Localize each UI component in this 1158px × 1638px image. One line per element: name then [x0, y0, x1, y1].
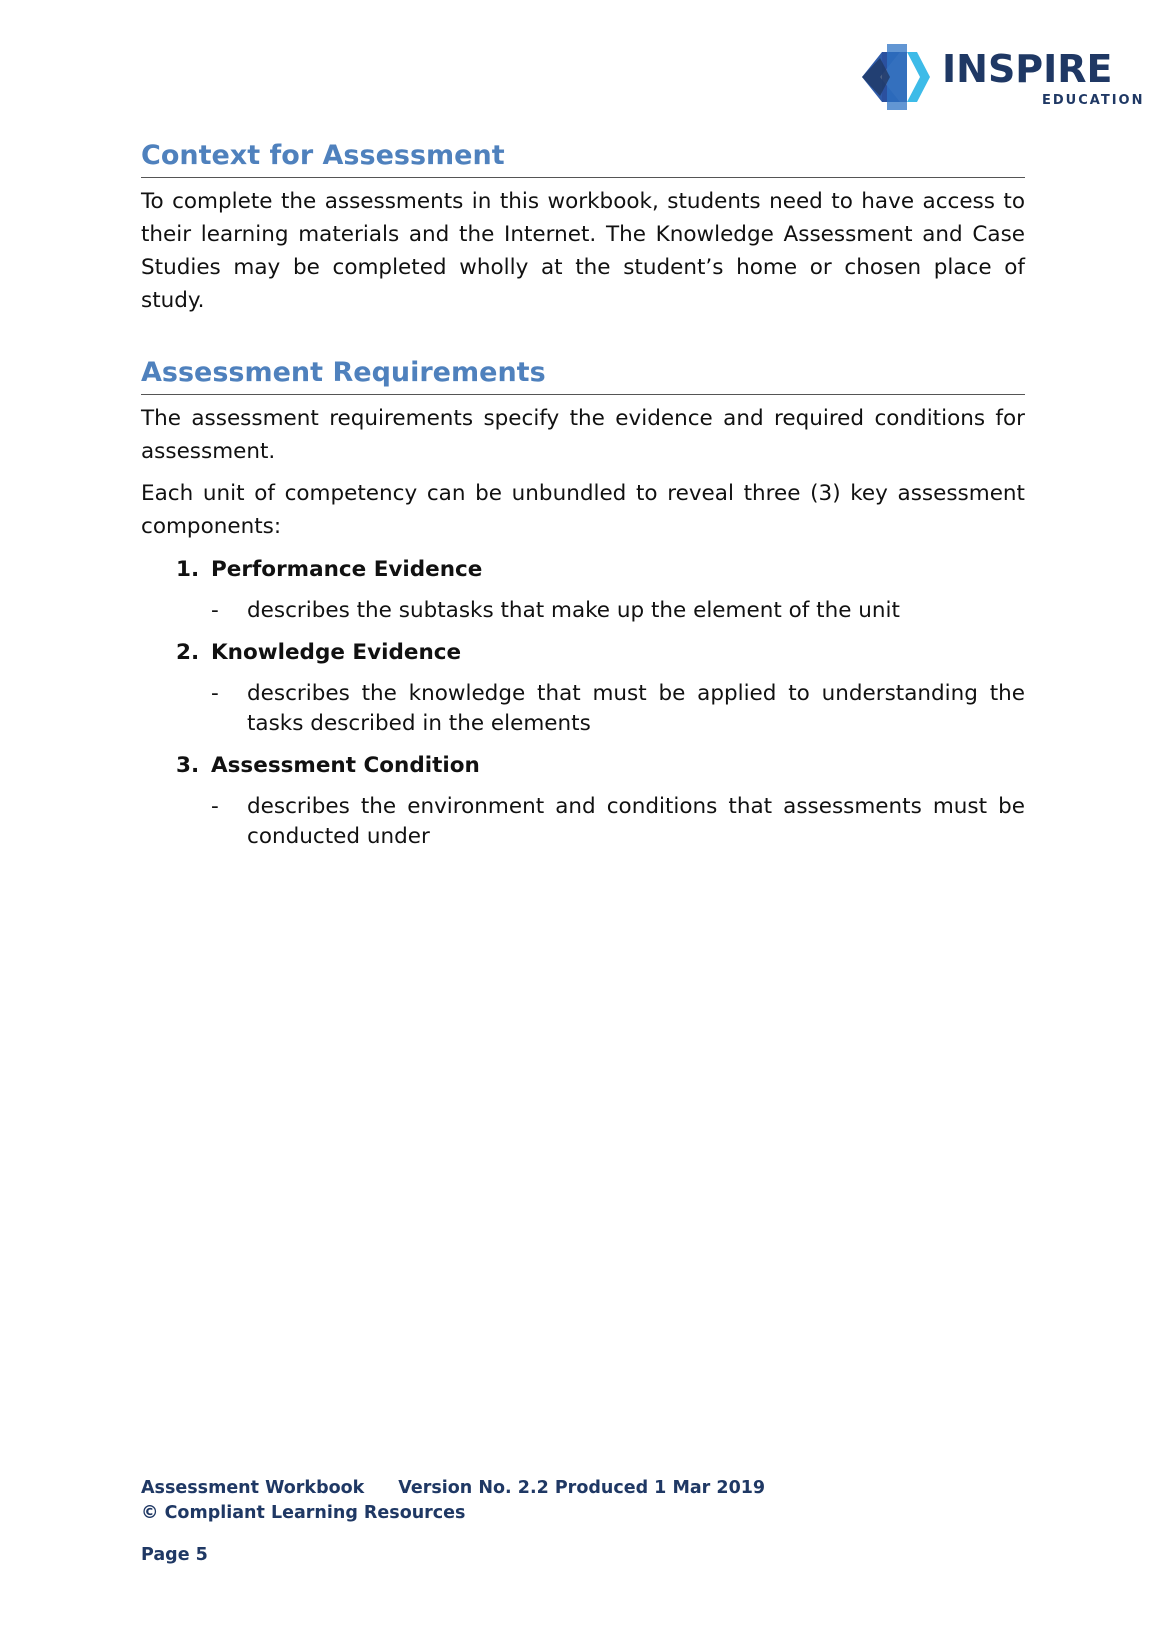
list-item-description: describes the environment and conditions that assessments must be conducted under [247, 794, 1025, 849]
inspire-education-logo [862, 44, 1145, 114]
requirements-heading: Assessment Requirements [141, 355, 1025, 395]
list-item-number: 1. [176, 557, 200, 582]
list-dash: - [211, 794, 219, 819]
list-item-description: describes the knowledge that must be applied to understanding the tasks described in the elements [247, 681, 1025, 736]
list-item [141, 749, 1025, 852]
list-dash: - [211, 681, 219, 706]
logo-mark-icon [862, 44, 1145, 114]
requirements-paragraph-2: Each unit of competency can be unbundled to reveal three (3) key assessment components: [141, 481, 1025, 539]
list-item-number: 3. [176, 753, 200, 778]
components-list [141, 553, 1025, 852]
footer-copyright: © Compliant Learning Resources [141, 1503, 466, 1523]
logo-brand-text: INSPIRE [942, 47, 1113, 91]
context-paragraph: To complete the assessments in this workbook, students need to have access to their learning materials and the Internet. The Knowledge Assessment and Case Studies may be completed wholly at the student’s home or chosen place of study. [141, 189, 1025, 313]
requirements-section [141, 355, 1025, 852]
footer-workbook: Assessment Workbook [141, 1478, 365, 1498]
list-item [141, 636, 1025, 739]
page-footer [141, 1476, 765, 1526]
footer-version: Version No. 2.2 Produced 1 Mar 2019 [398, 1478, 766, 1498]
list-item [141, 553, 1025, 626]
page-number: Page 5 [141, 1545, 208, 1565]
list-item-title: Assessment Condition [211, 753, 480, 778]
requirements-paragraph-1: The assessment requirements specify the evidence and required conditions for assessment. [141, 406, 1025, 464]
logo-sub-text: EDUCATION [1042, 93, 1145, 108]
list-dash: - [211, 598, 219, 623]
list-item-description: describes the subtasks that make up the element of the unit [247, 598, 900, 623]
list-item-title: Performance Evidence [211, 557, 483, 582]
list-item-number: 2. [176, 640, 200, 665]
page-content [141, 138, 1025, 852]
context-heading: Context for Assessment [141, 138, 1025, 178]
list-item-title: Knowledge Evidence [211, 640, 462, 665]
